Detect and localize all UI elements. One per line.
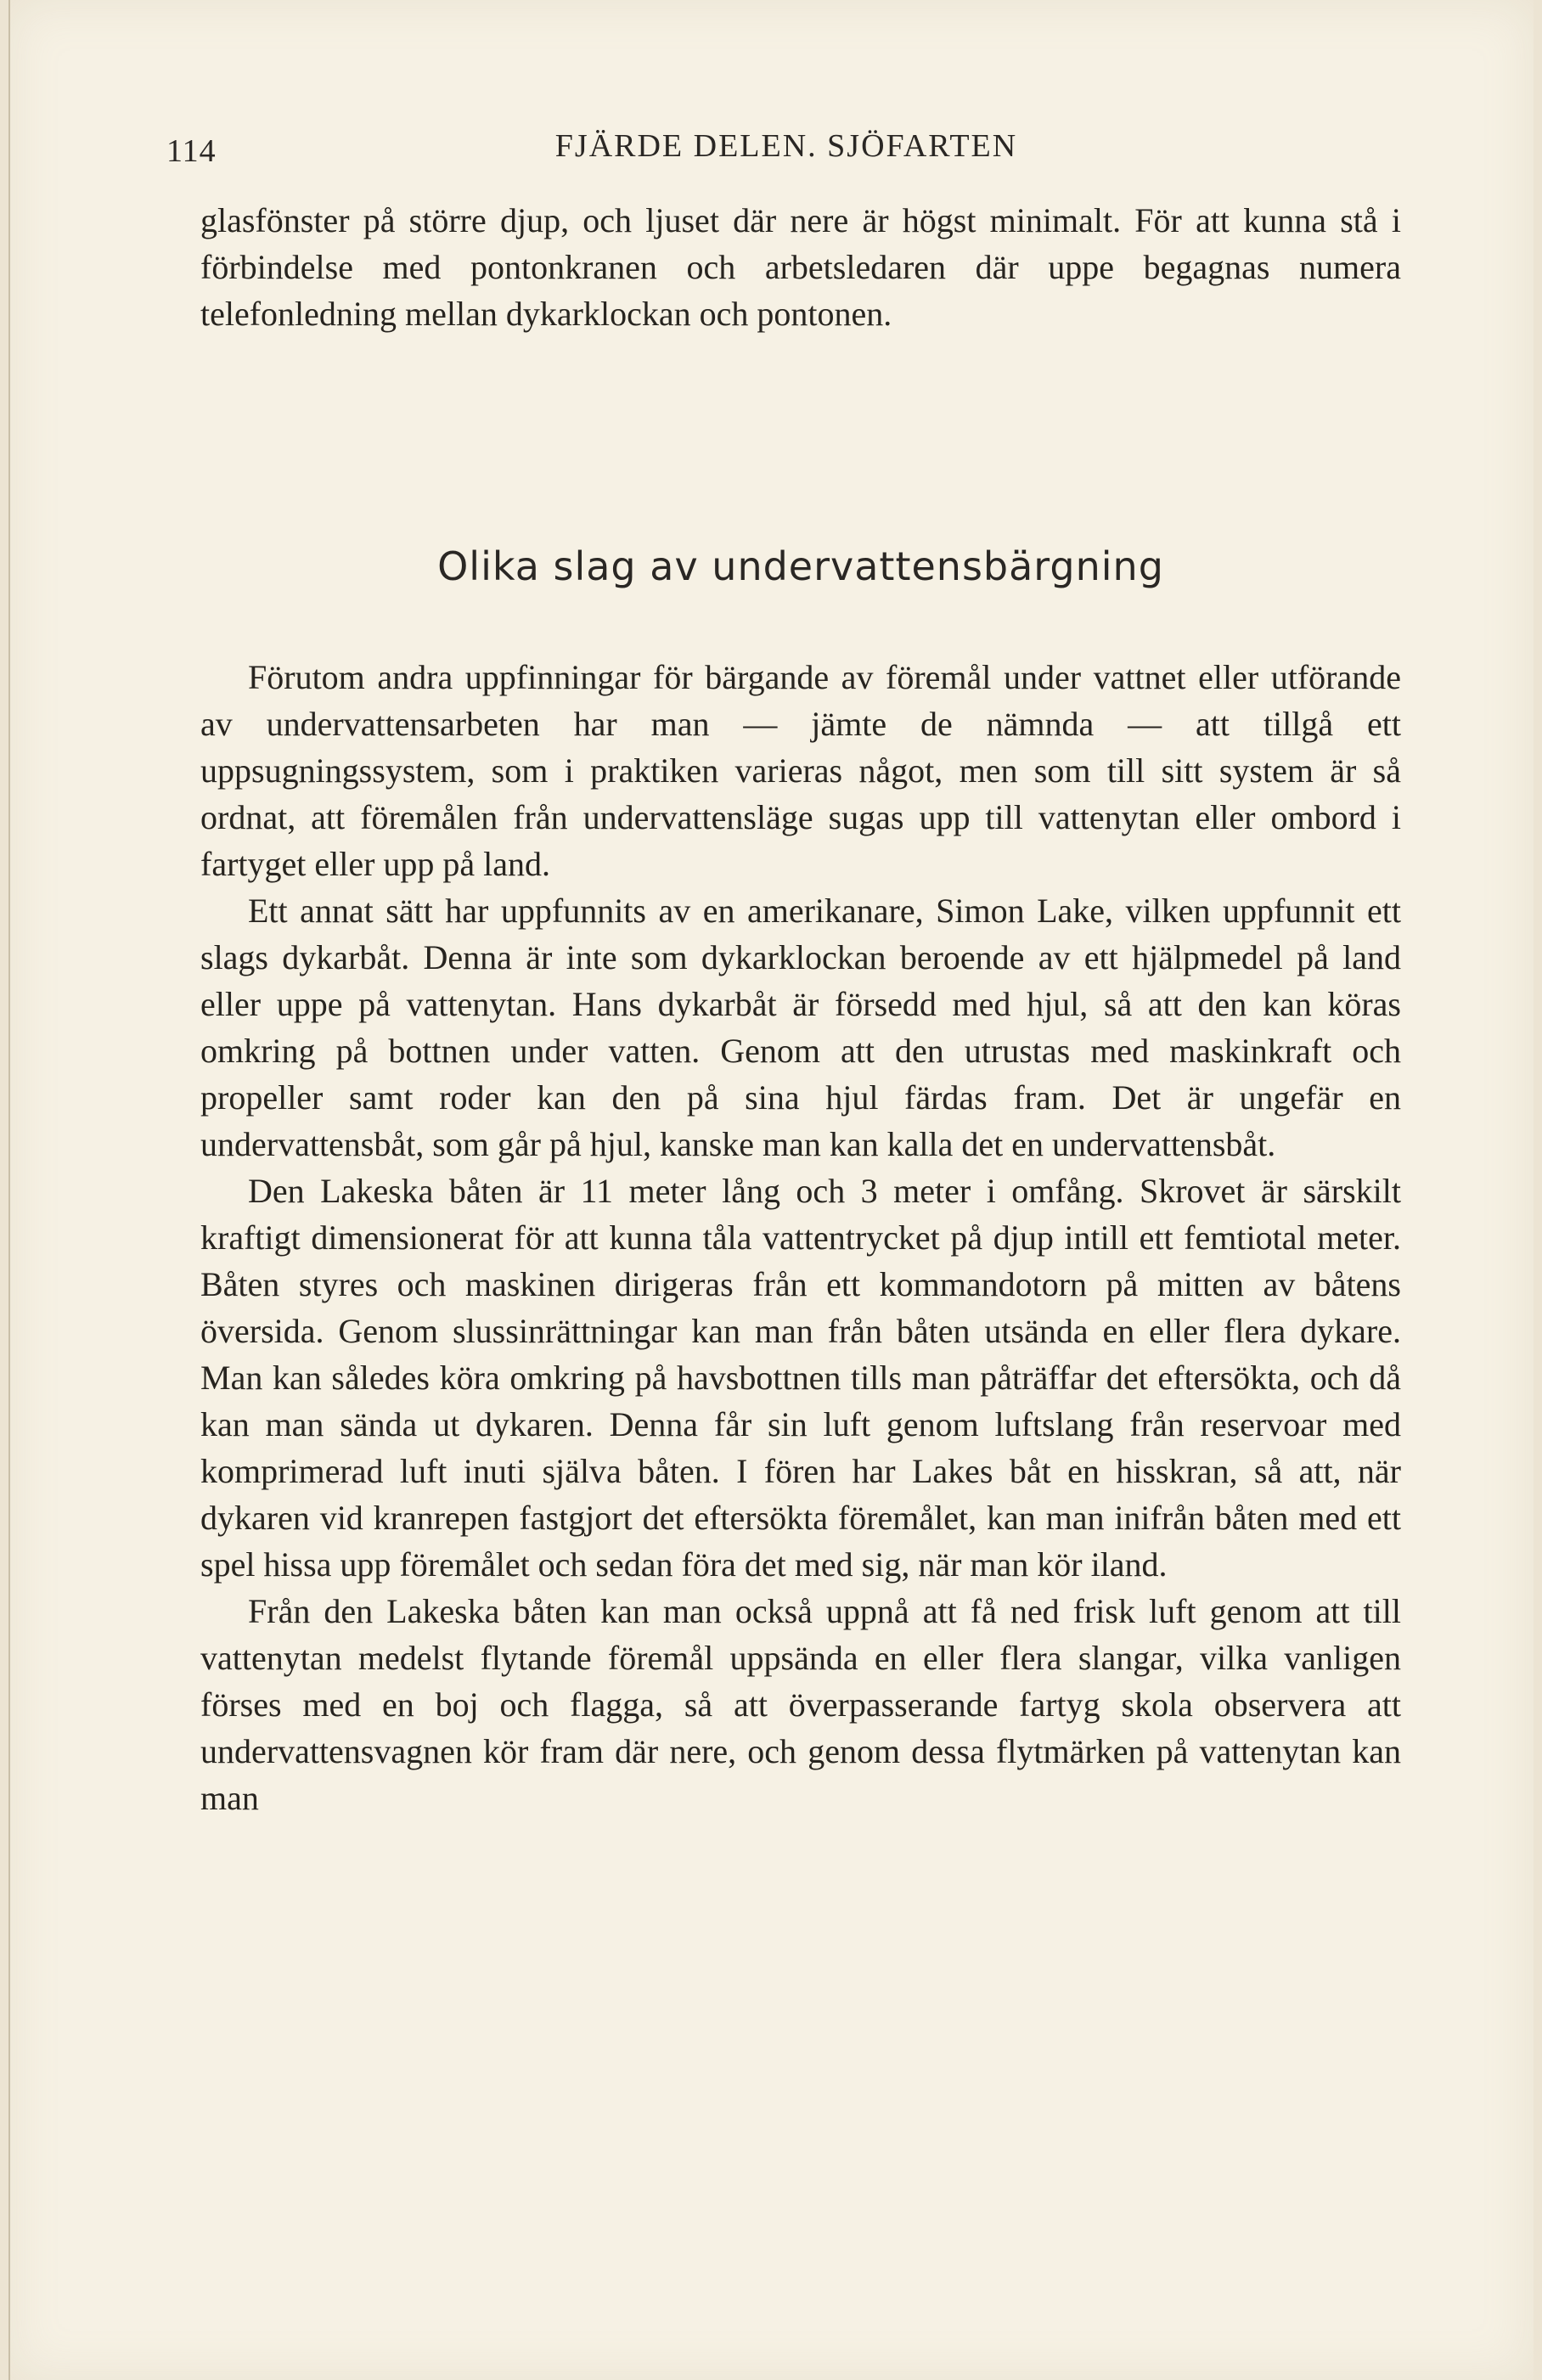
intro-text xyxy=(200,197,1401,337)
section-heading: Olika slag av undervattensbärgning xyxy=(437,543,1164,589)
intro-paragraph: glasfönster på större djup, och ljuset där nere är högst minimalt. För att kunna stå i förbindelse med pontonkranen och arbetsledaren där uppe begagnas numera telefonledning mellan dykarklockan och pontonen. xyxy=(200,201,1401,333)
paragraph-4: Från den Lakeska båten kan man också uppnå att få ned frisk luft genom att till vattenytan medelst flytande föremål uppsända en eller flera slangar, vilka vanligen förses med en boj och flagga, så att överpasserande fartyg skola observera att undervattensvagnen kör fram där nere, och genom dessa flytmärken på vattenytan kan man xyxy=(200,1592,1401,1817)
paragraph-1: Förutom andra uppfinningar för bärgande av föremål under vattnet eller utförande av undervattensarbeten har man — jämte de nämnda — att tillgå ett uppsugningssystem, som i praktiken varieras något, men som till sitt system är så ordnat, att föremålen från undervattensläge sugas upp till vattenytan eller ombord i fartyget eller upp på land. xyxy=(200,658,1401,883)
paragraph-2: Ett annat sätt har uppfunnits av en amerikanare, Simon Lake, vilken uppfunnit ett slags dykarbåt. Denna är inte som dykarklockan beroende av ett hjälpmedel på land eller uppe på vattenytan. Hans dykarbåt är försedd med hjul, så att den kan köras omkring på bottnen under vatten. Genom att den utrustas med maskinkraft och propeller samt roder kan den på sina hjul färdas fram. Det är ungefär en undervattensbåt, som går på hjul, kanske man kan kalla det en undervattensbåt. xyxy=(200,892,1401,1163)
section-body xyxy=(200,654,1401,1821)
page-header xyxy=(166,127,1406,178)
paragraph-3: Den Lakeska båten är 11 meter lång och 3 meter i omfång. Skrovet är särskilt kraftigt dimensionerat för att kunna tåla vattentrycket på djup intill ett femtiotal meter. Båten styres och maskinen dirigeras från ett kommandotorn på mitten av båtens översida. Genom slussinrättningar kan man från båten utsända en eller flera dykare. Man kan således köra omkring på havsbottnen tills man påträffar det eftersökta, och då kan man sända ut dykaren. Denna får sin luft genom luftslang från reservoar med komprimerad luft inuti själva båten. I fören har Lakes båt en hisskran, så att, när dykaren vid kranrepen fastgjort det eftersökta föremålet, kan man inifrån båten med ett spel hissa upp föremålet och sedan föra det med sig, när man kör iland. xyxy=(200,1172,1401,1584)
page-edge xyxy=(8,0,10,2380)
running-title: FJÄRDE DELEN. SJÖFARTEN xyxy=(554,128,1018,164)
page-number: 114 xyxy=(166,133,217,169)
